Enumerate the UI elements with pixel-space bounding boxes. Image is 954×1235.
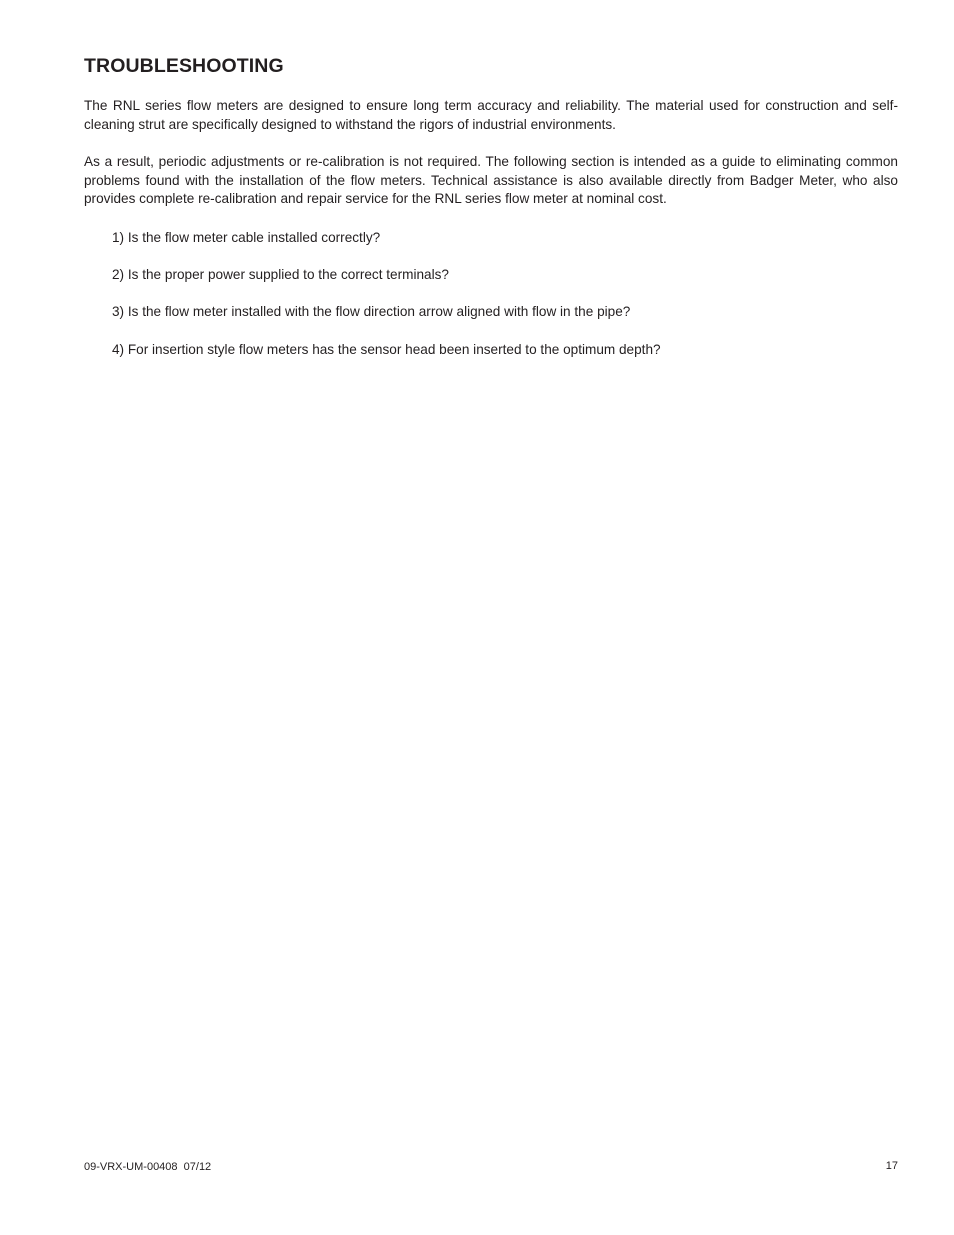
footer-page-number: 17 (885, 1160, 898, 1172)
question-item: 4) For insertion style flow meters has the sensor head been inserted to the optimum depth? (112, 342, 661, 357)
question-item: 3) Is the flow meter installed with the flow direction arrow aligned with flow in the pipe? (112, 304, 631, 319)
section-title: TROUBLESHOOTING (84, 55, 284, 77)
question-item: 2) Is the proper power supplied to the correct terminals? (112, 267, 449, 282)
question-item: 1) Is the flow meter cable installed correctly? (112, 230, 381, 245)
document-page (84, 0, 898, 1235)
calibration-paragraph: As a result, periodic adjustments or re-calibration is not required. The following section is intended as a guide to eliminating common problems found with the installation of the flow meters. Technical assistance is also available directly from Badger Meter, who also provides complete re-calibration and repair service for the RNL series flow meter at nominal cost. (84, 154, 898, 206)
intro-paragraph: The RNL series flow meters are designed to ensure long term accuracy and reliability. The material used for construction and self-cleaning strut are specifically designed to withstand the rigors of industrial environments. (84, 98, 898, 132)
footer-doc-code: 09-VRX-UM-00408 07/12 (84, 1161, 212, 1173)
